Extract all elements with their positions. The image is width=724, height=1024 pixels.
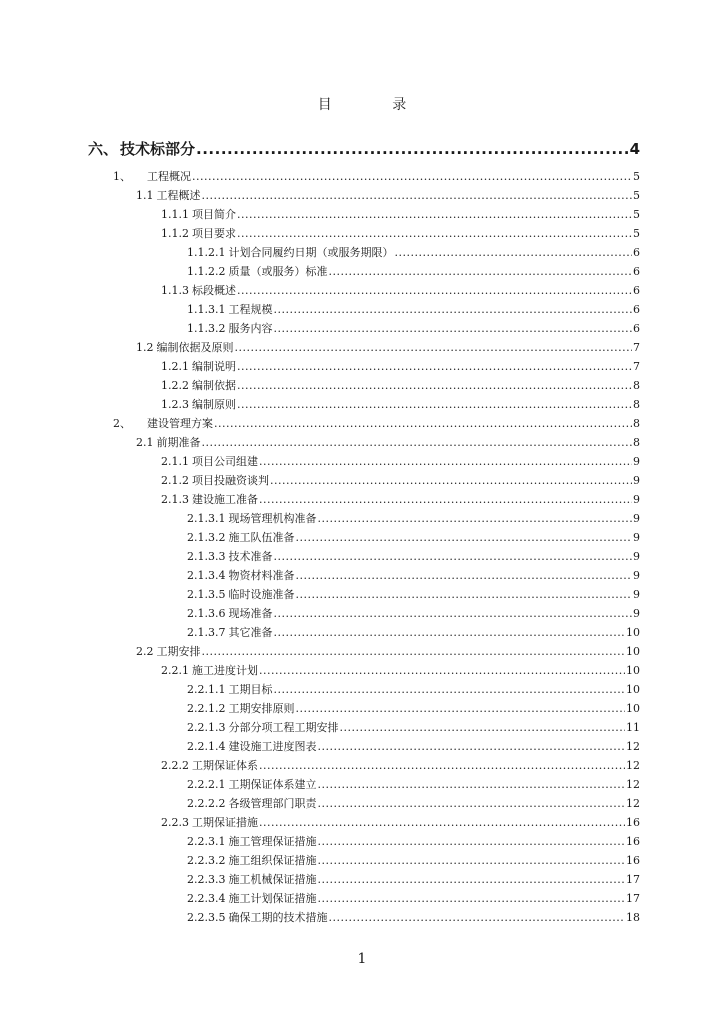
toc-entry-label: 编制依据及原则 [156,341,234,354]
toc-entry[interactable] [88,221,640,240]
toc-entry[interactable] [88,848,640,867]
toc-entry-number: 2.2.1.4 [187,740,226,753]
toc-entry-label: 各级管理部门职责 [228,797,317,810]
toc-entry-label: 建设管理方案 [147,417,213,430]
toc-dot-leader [273,550,632,563]
toc-entry[interactable] [88,563,640,582]
toc-entry[interactable] [88,430,640,449]
toc-entry-number: 1.1.2.2 [187,265,226,278]
toc-entry-label: 质量（或服务）标准 [228,265,328,278]
toc-dot-leader [259,664,625,677]
toc-dot-leader [295,702,625,715]
toc-entry[interactable] [88,905,640,924]
toc-entry[interactable] [88,131,640,158]
toc-entry-label: 技术标部分 [120,140,196,158]
toc-entry-page: 4 [629,140,640,158]
toc-dot-leader [273,322,632,335]
toc-entry-label: 项目公司组建 [192,455,258,468]
toc-entry[interactable] [88,582,640,601]
toc-entry-page: 6 [633,265,640,278]
toc-entry-number: 六、 [88,140,119,158]
toc-entry-page: 6 [633,284,640,297]
toc-entry-number: 2.2.3.1 [187,835,226,848]
toc-entry-page: 7 [633,341,640,354]
toc-entry-page: 7 [633,360,640,373]
toc-entry-number: 1.1 [136,189,154,202]
toc-entry-page: 12 [626,778,640,791]
toc-entry-label: 施工队伍准备 [228,531,295,544]
toc-entry-page: 8 [633,398,640,411]
toc-entry-label: 标段概述 [192,284,236,297]
toc-entry-number: 2.2.3 [161,816,189,829]
toc-entry[interactable] [88,696,640,715]
toc-entry-number: 2.1.3.1 [187,512,226,525]
toc-entry-number: 2.2.3.2 [187,854,226,867]
toc-entry-number: 2.2.3.3 [187,873,226,886]
toc-dot-leader [237,379,632,392]
toc-dot-leader [192,170,632,183]
toc-entry-number: 2、 [113,417,131,430]
toc-dot-leader [295,531,632,544]
toc-entry-page: 8 [633,436,640,449]
toc-entry-number: 1.1.2 [161,227,189,240]
toc-entry-page: 16 [626,854,640,867]
toc-entry-number: 2.1.3.3 [187,550,226,563]
toc-entry-label: 分部分项工程工期安排 [228,721,339,734]
toc-entry-label: 临时设施准备 [228,588,295,601]
toc-entry-number: 2.1.3.4 [187,569,226,582]
toc-entry-page: 10 [626,645,640,658]
toc-entry-label: 施工管理保证措施 [228,835,317,848]
toc-dot-leader [237,284,632,297]
page-number: 1 [357,951,367,967]
toc-entry[interactable] [88,658,640,677]
toc-entry[interactable] [88,829,640,848]
toc-entry-page: 9 [633,569,640,582]
table-of-contents [88,131,640,924]
toc-entry-page: 5 [633,227,640,240]
toc-entry-page: 12 [626,759,640,772]
toc-entry-label: 工程概况 [147,170,191,183]
toc-entry-page: 16 [626,816,640,829]
toc-entry-label: 工期安排原则 [228,702,295,715]
toc-entry-number: 1.2.2 [161,379,189,392]
toc-entry-page: 9 [633,512,640,525]
toc-entry-number: 2.1 [136,436,154,449]
toc-entry-number: 1.1.1 [161,208,189,221]
toc-entry-number: 2.2.1 [161,664,189,677]
toc-entry-label: 工期保证体系建立 [228,778,317,791]
toc-dot-leader [259,455,632,468]
toc-dot-leader [273,303,632,316]
toc-entry-page: 5 [633,208,640,221]
toc-entry-label: 其它准备 [228,626,273,639]
toc-entry[interactable] [88,297,640,316]
toc-entry-page: 9 [633,493,640,506]
toc-entry-page: 8 [633,379,640,392]
toc-dot-leader [196,141,629,158]
toc-dot-leader [317,778,625,791]
toc-entry-page: 9 [633,531,640,544]
toc-dot-leader [394,246,632,259]
toc-entry[interactable] [88,753,640,772]
toc-entry-page: 12 [626,797,640,810]
toc-entry[interactable] [88,335,640,354]
toc-entry-number: 2.1.3 [161,493,189,506]
toc-dot-leader [259,816,625,829]
toc-entry-page: 9 [633,455,640,468]
toc-entry-number: 2.2.2.2 [187,797,226,810]
toc-entry[interactable] [88,791,640,810]
toc-dot-leader [317,512,632,525]
toc-entry-page: 9 [633,550,640,563]
toc-entry-number: 1.1.3.1 [187,303,226,316]
toc-dot-leader [317,873,625,886]
toc-entry[interactable] [88,316,640,335]
toc-dot-leader [270,474,632,487]
toc-entry-page: 6 [633,322,640,335]
toc-dot-leader [317,892,625,905]
toc-dot-leader [317,797,625,810]
toc-entry-number: 2.2.1.2 [187,702,226,715]
toc-entry[interactable] [88,487,640,506]
toc-entry-label: 施工机械保证措施 [228,873,317,886]
toc-entry-number: 1、 [113,170,131,183]
toc-entry[interactable] [88,354,640,373]
toc-entry-page: 5 [633,170,640,183]
toc-entry[interactable] [88,449,640,468]
toc-entry-label: 工期保证体系 [192,759,258,772]
toc-entry-number: 2.2.2 [161,759,189,772]
toc-entry-label: 技术准备 [228,550,273,563]
toc-dot-leader [273,683,625,696]
toc-entry-page: 18 [626,911,640,924]
toc-entry-label: 建设施工进度图表 [228,740,317,753]
toc-entry-number: 2.2.3.5 [187,911,226,924]
toc-dot-leader [273,626,625,639]
toc-dot-leader [273,607,632,620]
toc-entry-number: 2.2.2.1 [187,778,226,791]
toc-entry-page: 9 [633,588,640,601]
toc-entry[interactable] [88,392,640,411]
toc-entry[interactable] [88,164,640,183]
toc-entry-label: 编制依据 [192,379,236,392]
toc-entry[interactable] [88,259,640,278]
toc-entry[interactable] [88,734,640,753]
toc-entry-label: 项目要求 [192,227,236,240]
toc-entry-label: 服务内容 [228,322,273,335]
toc-entry-number: 2.2.1.1 [187,683,226,696]
toc-entry-number: 2.1.3.5 [187,588,226,601]
toc-entry[interactable] [88,677,640,696]
toc-entry-page: 11 [626,721,640,734]
toc-entry[interactable] [88,183,640,202]
toc-entry[interactable] [88,544,640,563]
toc-dot-leader [328,911,625,924]
toc-entry-label: 建设施工准备 [192,493,258,506]
toc-dot-leader [237,227,632,240]
toc-entry-page: 16 [626,835,640,848]
toc-entry-page: 12 [626,740,640,753]
toc-entry-label: 工程概述 [156,189,201,202]
toc-dot-leader [259,759,625,772]
toc-entry-label: 项目简介 [192,208,236,221]
toc-entry-label: 工期目标 [228,683,273,696]
toc-dot-leader [317,740,625,753]
toc-dot-leader [295,569,632,582]
toc-entry-number: 2.1.1 [161,455,189,468]
toc-entry-number: 2.1.3.7 [187,626,226,639]
toc-dot-leader [259,493,632,506]
toc-entry[interactable] [88,620,640,639]
toc-entry-page: 9 [633,474,640,487]
toc-heading: 目 录 [317,97,435,113]
toc-entry-label: 施工进度计划 [192,664,258,677]
toc-entry-label: 前期准备 [156,436,201,449]
toc-entry-number: 2.1.2 [161,474,189,487]
toc-entry[interactable] [88,373,640,392]
toc-entry-label: 物资材料准备 [228,569,295,582]
toc-entry-page: 5 [633,189,640,202]
toc-dot-leader [328,265,632,278]
toc-dot-leader [214,417,632,430]
toc-dot-leader [295,588,632,601]
toc-dot-leader [235,341,633,354]
toc-dot-leader [202,436,633,449]
toc-entry-page: 10 [626,683,640,696]
toc-entry-label: 施工组织保证措施 [228,854,317,867]
toc-dot-leader [317,835,625,848]
toc-entry[interactable] [88,601,640,620]
toc-entry-label: 确保工期的技术措施 [228,911,328,924]
toc-entry-number: 2.1.3.2 [187,531,226,544]
toc-dot-leader [237,208,632,221]
toc-dot-leader [202,189,633,202]
toc-entry-page: 17 [626,873,640,886]
toc-entry-label: 现场准备 [228,607,273,620]
toc-entry-number: 1.2 [136,341,154,354]
toc-entry-number: 1.2.3 [161,398,189,411]
toc-entry-label: 现场管理机构准备 [228,512,317,525]
toc-entry-number: 1.1.3 [161,284,189,297]
toc-entry-page: 6 [633,246,640,259]
toc-entry[interactable] [88,772,640,791]
toc-dot-leader [317,854,625,867]
toc-entry[interactable] [88,867,640,886]
toc-entry-label: 编制说明 [192,360,236,373]
toc-entry[interactable] [88,639,640,658]
toc-entry-number: 1.2.1 [161,360,189,373]
toc-dot-leader [237,398,632,411]
toc-entry[interactable] [88,411,640,430]
toc-entry[interactable] [88,506,640,525]
toc-entry[interactable] [88,202,640,221]
toc-entry-page: 17 [626,892,640,905]
toc-entry-label: 项目投融资谈判 [192,474,269,487]
toc-entry-page: 6 [633,303,640,316]
toc-entry[interactable] [88,468,640,487]
toc-entry[interactable] [88,715,640,734]
toc-dot-leader [237,360,632,373]
toc-entry-page: 10 [626,664,640,677]
toc-entry-number: 2.2 [136,645,154,658]
toc-entry-number: 2.2.3.4 [187,892,226,905]
toc-dot-leader [202,645,626,658]
toc-entry-label: 工期安排 [156,645,201,658]
toc-entry-number: 2.1.3.6 [187,607,226,620]
toc-entry-number: 2.2.1.3 [187,721,226,734]
toc-entry-page: 10 [626,702,640,715]
toc-entry[interactable] [88,525,640,544]
toc-entry-page: 9 [633,607,640,620]
toc-entry[interactable] [88,278,640,297]
toc-dot-leader [339,721,625,734]
toc-entry-page: 8 [633,417,640,430]
toc-entry-label: 工程规模 [228,303,273,316]
toc-entry-page: 10 [626,626,640,639]
toc-entry-label: 工期保证措施 [192,816,258,829]
toc-entry-label: 计划合同履约日期（或服务期限） [228,246,394,259]
toc-entry-label: 施工计划保证措施 [228,892,317,905]
toc-entry-number: 1.1.2.1 [187,246,226,259]
toc-entry[interactable] [88,240,640,259]
toc-entry-number: 1.1.3.2 [187,322,226,335]
toc-entry[interactable] [88,886,640,905]
toc-entry-label: 编制原则 [192,398,236,411]
toc-entry[interactable] [88,810,640,829]
